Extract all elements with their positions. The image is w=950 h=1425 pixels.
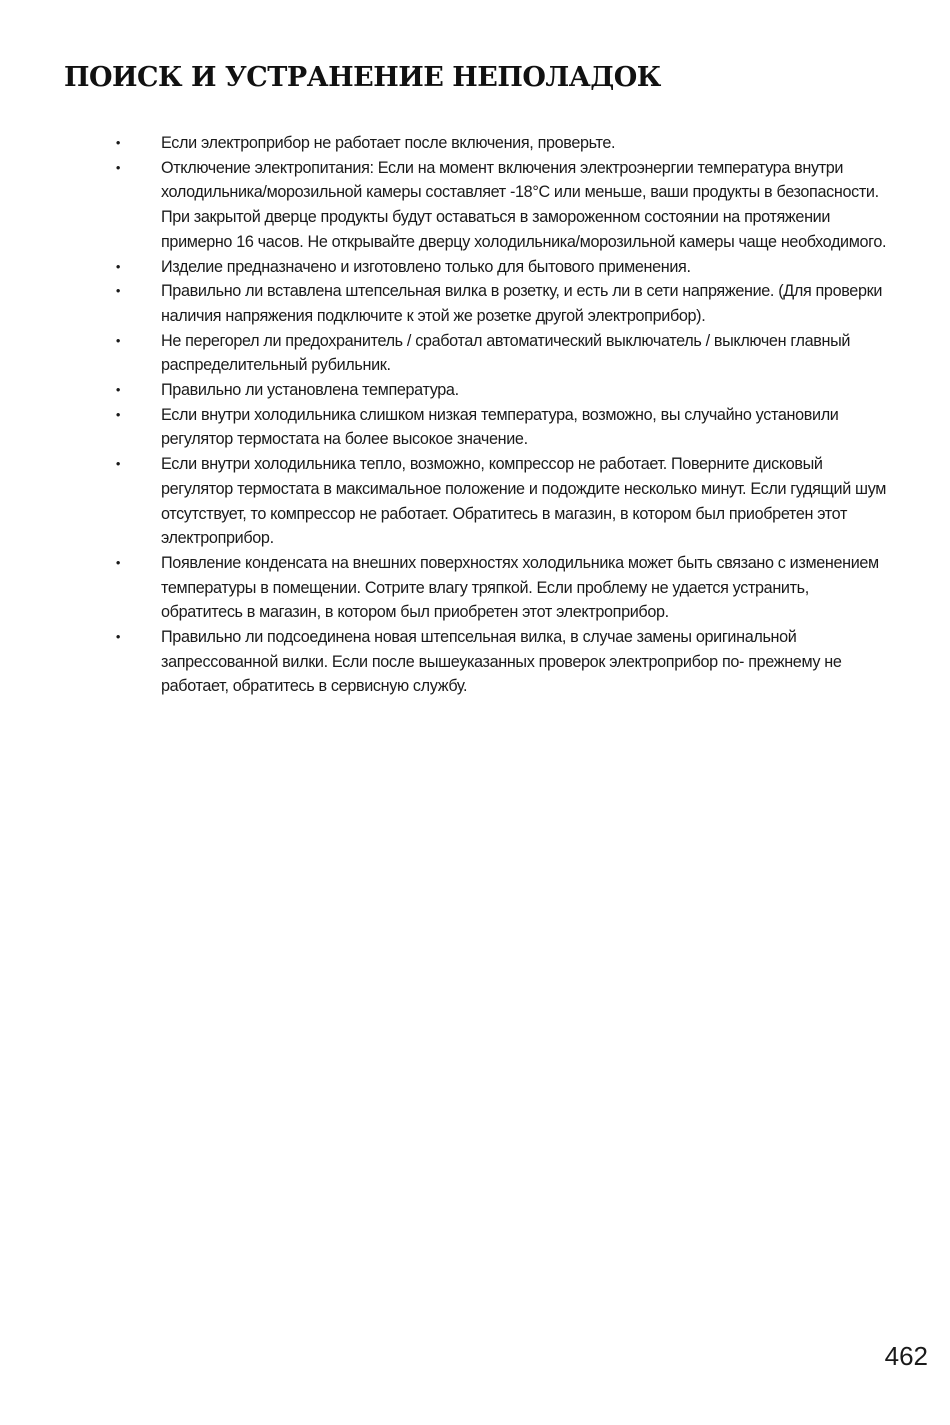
list-item-text: Не перегорел ли предохранитель / сработал автоматический выключатель / выключен главный распределительный рубильник. [161, 331, 851, 375]
list-item-text: Правильно ли подсоединена новая штепсельная вилка, в случае замены оригинальной запрессованной вилки. Если после вышеуказанных проверок электроприбор по- прежнему не работает, обратитесь в сервисную службу. [161, 628, 842, 696]
list-item [112, 625, 887, 699]
list-item [112, 403, 887, 452]
list-item-text: Если внутри холодильника тепло, возможно, компрессор не работает. Поверните дисковый регулятор термостата в максимальное положение и подождите несколько минут. Если гудящий шум отсутствует, то компрессор не работает. Обратитесь в магазин, в котором был приобретен этот электроприбор. [161, 455, 887, 548]
list-item [112, 131, 887, 156]
list-item-text: Появление конденсата на внешних поверхностях холодильника может быть связано с изменением температуры в помещении. Сотрите влагу тряпкой. Если проблему не удается устранить, обратитесь в магазин, в котором был приобретен этот электроприбор. [161, 553, 879, 622]
list-item-text: Отключение электропитания: Если на момент включения электроэнергии температура внутри холодильника/морозильной камеры составляет -18°С или меньше, ваши продукты в безопасности. При закрытой дверце продукты будут оставаться в замороженном состоянии на протяжении примерно 16 часов. Не открывайте дверцу холодильника/морозильной камеры чаще необходимого. [161, 158, 887, 251]
list-item [112, 156, 887, 255]
list-item [112, 551, 887, 625]
page-number: 462 [884, 1341, 928, 1371]
bullet-icon: • [115, 258, 121, 274]
list-item-text: Правильно ли установлена температура. [161, 381, 459, 400]
bullet-icon: • [115, 135, 121, 150]
page-title: ПОИСК И УСТРАНЕНИЕ НЕПОЛАДОК [64, 62, 661, 93]
list-item-text: Если электроприбор не работает после включения, проверьте. [161, 134, 616, 152]
list-item [112, 452, 887, 551]
list-item [112, 255, 887, 280]
list-item [112, 279, 887, 328]
bullet-icon: • [115, 382, 121, 398]
list-item-text: Изделие предназначено и изготовлено только для бытового применения. [161, 257, 691, 276]
bullet-icon: • [115, 406, 121, 422]
list-item-text: Если внутри холодильника слишком низкая температура, возможно, вы случайно установили регулятор термостата на более высокое значение. [161, 405, 839, 449]
bullet-icon: • [115, 283, 121, 299]
bullet-icon: • [115, 159, 121, 175]
bullet-icon: • [115, 554, 121, 570]
bullet-icon: • [115, 456, 121, 472]
bullet-icon: • [115, 629, 121, 645]
list-item [112, 329, 887, 378]
list-item-text: Правильно ли вставлена штепсельная вилка в розетку, и есть ли в сети напряжение. (Для проверки наличия напряжения подключите к этой же розетке другой электроприбор). [161, 282, 883, 325]
list-item [112, 378, 887, 403]
troubleshooting-list [112, 131, 887, 699]
bullet-icon: • [115, 332, 121, 348]
